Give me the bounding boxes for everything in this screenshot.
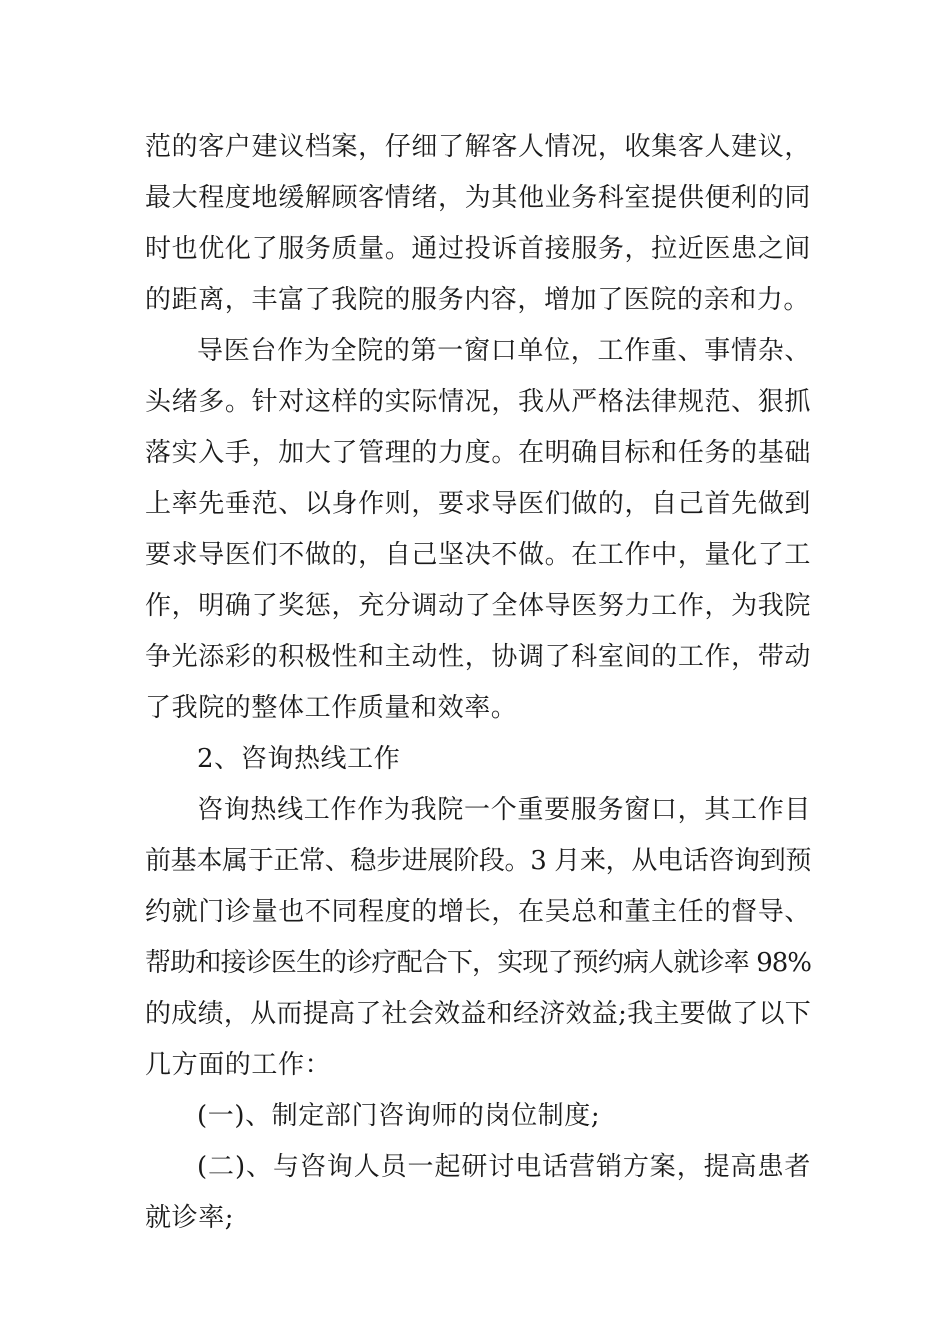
text-line: 最大程度地缓解顾客情绪，为其他业务科室提供便利的同 xyxy=(145,183,811,213)
text-line: 时也优化了服务质量。通过投诉首接服务，拉近医患之间 xyxy=(145,234,811,264)
text-line: 了我院的整体工作质量和效率。 xyxy=(145,693,518,723)
section-heading: 2、咨询热线工作 xyxy=(197,744,401,774)
text-line: 头绪多。针对这样的实际情况，我从严格法律规范、狠抓 xyxy=(145,387,811,417)
text-line: 上率先垂范、以身作则，要求导医们做的，自己首先做到 xyxy=(145,489,811,519)
document-body xyxy=(145,122,811,1244)
text-line: 落实入手，加大了管理的力度。在明确目标和任务的基础 xyxy=(145,438,811,468)
text-line: 争光添彩的积极性和主动性，协调了科室间的工作，带动 xyxy=(145,642,811,672)
text-line: 几方面的工作： xyxy=(145,1050,332,1080)
text-line: 前基本属于正常、稳步进展阶段。3 月来，从电话咨询到预 xyxy=(145,846,811,876)
text-line: 的成绩，从而提高了社会效益和经济效益;我主要做了以下 xyxy=(145,999,811,1029)
paragraph-first-line: 导医台作为全院的第一窗口单位，工作重、事情杂、 xyxy=(197,336,811,366)
paragraph-first-line: 咨询热线工作作为我院一个重要服务窗口，其工作目 xyxy=(197,795,811,825)
text-line: 约就门诊量也不同程度的增长，在吴总和董主任的督导、 xyxy=(145,897,811,927)
text-line: 帮助和接诊医生的诊疗配合下，实现了预约病人就诊率 98% xyxy=(145,948,811,978)
text-line: 作，明确了奖惩，充分调动了全体导医努力工作，为我院 xyxy=(145,591,811,621)
text-line: 要求导医们不做的，自己坚决不做。在工作中，量化了工 xyxy=(145,540,811,570)
list-item: (二)、与咨询人员一起研讨电话营销方案，提高患者 xyxy=(197,1152,811,1182)
list-item: (一)、制定部门咨询师的岗位制度; xyxy=(197,1101,601,1131)
text-line: 范的客户建议档案，仔细了解客人情况，收集客人建议， xyxy=(145,132,811,162)
text-line: 的距离，丰富了我院的服务内容，增加了医院的亲和力。 xyxy=(145,285,811,315)
text-line: 就诊率; xyxy=(145,1203,235,1233)
